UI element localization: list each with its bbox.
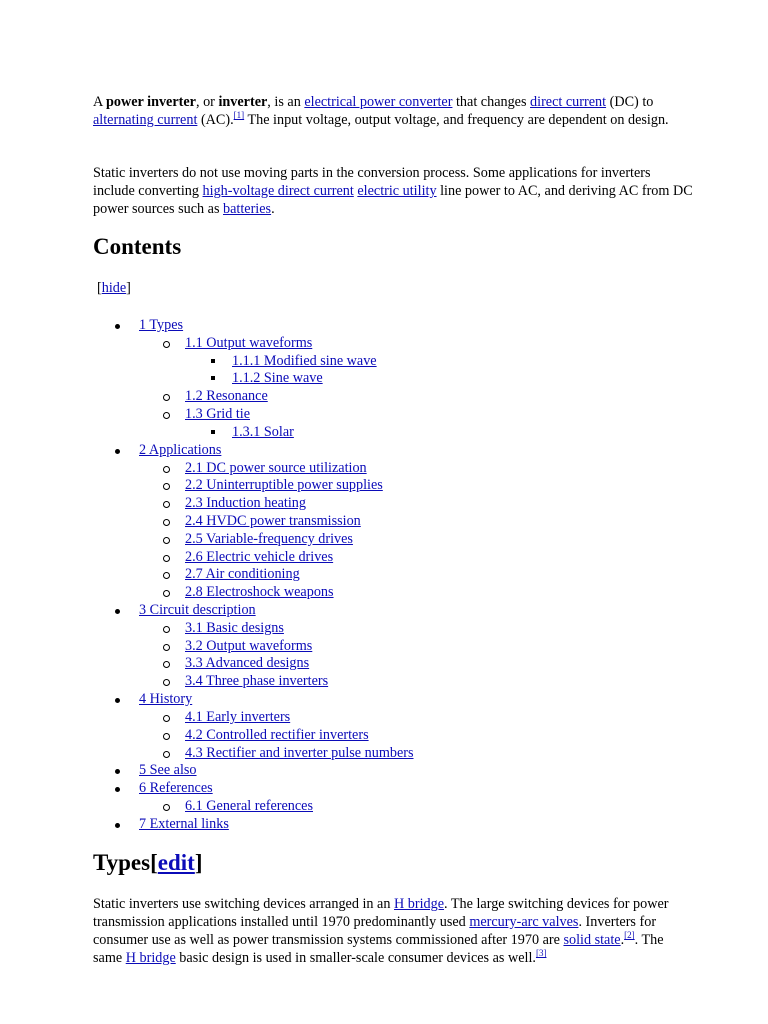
toc-link[interactable]: 3 Circuit description (139, 602, 256, 618)
link-h-bridge-2[interactable]: H bridge (125, 950, 176, 966)
contents-heading: Contents (93, 234, 182, 259)
bullet-square-icon (211, 376, 215, 380)
text-run: A (93, 94, 107, 110)
toc-item (93, 602, 653, 620)
toc-item (93, 477, 653, 495)
text-run: (DC) to (606, 94, 654, 110)
toc-link[interactable]: 1.1.2 Sine wave (232, 370, 323, 387)
reference-2-link[interactable]: [2] (624, 930, 635, 941)
toc-link[interactable]: 1.3 Grid tie (185, 406, 251, 423)
bullet-circle-icon (163, 572, 170, 579)
edit-link[interactable]: edit (157, 850, 195, 875)
bullet-circle-icon (163, 751, 170, 758)
text-run: basic design is used in smaller-scale consumer devices as well. (175, 950, 536, 966)
intro-paragraph (93, 93, 693, 129)
contents-toggle (97, 280, 131, 297)
bold-term: power inverter (106, 94, 196, 110)
link-alternating-current[interactable]: alternating current (93, 112, 198, 128)
toc-item (93, 317, 653, 335)
toc-link[interactable]: 2.6 Electric vehicle drives (185, 548, 334, 565)
bullet-circle-icon (163, 519, 170, 526)
toc-item (93, 816, 653, 834)
toc-link[interactable]: 3.2 Output waveforms (185, 637, 313, 654)
toc-item (93, 780, 653, 798)
bullet-circle-icon (163, 341, 170, 348)
text-run: The input voltage, output voltage, and frequency are dependent on design. (244, 112, 669, 128)
toc-item (93, 424, 653, 442)
bullet-circle-icon (163, 537, 170, 544)
bullet-disc-icon (115, 609, 120, 614)
toc-link[interactable]: 6 References (139, 780, 213, 797)
toc-link[interactable]: 1 Types (139, 317, 184, 333)
toc-item (93, 691, 653, 709)
toc-link[interactable]: 3.3 Advanced designs (185, 655, 310, 672)
toc-item (93, 406, 653, 424)
bullet-disc-icon (115, 449, 120, 454)
toc-item (93, 460, 653, 478)
link-hvdc[interactable]: high-voltage direct current (202, 183, 354, 199)
link-electrical-power-converter[interactable]: electrical power converter (304, 94, 453, 110)
text-run: Static inverters do not use moving parts in the conversion process. Some applications for inverters include converting (93, 165, 651, 199)
toc-link[interactable]: 2.1 DC power source utilization (185, 459, 367, 476)
text-run: Static inverters use switching devices arranged in an (93, 896, 394, 912)
bracket-open: [ (150, 850, 158, 875)
bullet-square-icon (211, 430, 215, 434)
toc-item (93, 388, 653, 406)
hide-link[interactable]: hide (101, 280, 127, 296)
toc-item (93, 531, 653, 549)
link-solid-state[interactable]: solid state (563, 932, 621, 948)
bullet-circle-icon (163, 501, 170, 508)
bullet-circle-icon (163, 679, 170, 686)
static-inverters-paragraph (93, 164, 693, 218)
toc-link[interactable]: 4.2 Controlled rectifier inverters (185, 726, 369, 743)
toc-link[interactable]: 1.3.1 Solar (232, 423, 294, 440)
toc-link[interactable]: 5 See also (139, 762, 197, 779)
toc-item (93, 655, 653, 673)
bullet-circle-icon (163, 804, 170, 811)
toc-item (93, 638, 653, 656)
toc-link[interactable]: 7 External links (139, 815, 229, 832)
toc-item (93, 335, 653, 353)
toc-link[interactable]: 4.3 Rectifier and inverter pulse numbers (185, 744, 414, 761)
bracket-close: ] (194, 850, 203, 875)
text-run: . (620, 932, 625, 948)
text-run: . (271, 201, 275, 217)
text-run: . The same (93, 932, 664, 966)
toc-link[interactable]: 2 Applications (139, 441, 222, 458)
toc-link[interactable]: 2.8 Electroshock weapons (185, 584, 334, 601)
toc-item (93, 745, 653, 763)
toc-link[interactable]: 6.1 General references (185, 797, 313, 814)
types-paragraph (93, 895, 693, 967)
bullet-circle-icon (163, 644, 170, 651)
toc-item (93, 673, 653, 691)
text-run: , is an (267, 94, 305, 110)
text-run: . Inverters for consumer use as well as power transmission systems commissioned after 1970 are (93, 914, 657, 948)
table-of-contents (93, 317, 653, 834)
bullet-circle-icon (163, 394, 170, 401)
link-batteries[interactable]: batteries (223, 201, 272, 217)
text-run: , or (195, 94, 219, 110)
toc-item (93, 584, 653, 602)
toc-link[interactable]: 2.2 Uninterruptible power supplies (185, 477, 383, 494)
toc-item (93, 709, 653, 727)
bullet-circle-icon (163, 626, 170, 633)
bullet-disc-icon (115, 698, 120, 703)
bracket-close: ] (126, 280, 131, 296)
toc-item (93, 353, 653, 371)
text-run: that changes (452, 94, 531, 110)
link-mercury-arc-valves[interactable]: mercury-arc valves (469, 914, 579, 930)
bullet-disc-icon (115, 787, 120, 792)
toc-item (93, 566, 653, 584)
toc-item (93, 549, 653, 567)
toc-link[interactable]: 2.7 Air conditioning (185, 566, 300, 583)
toc-item (93, 798, 653, 816)
bullet-circle-icon (163, 466, 170, 473)
bullet-disc-icon (115, 769, 120, 774)
toc-link[interactable]: 2.5 Variable-frequency drives (185, 530, 353, 547)
link-electric-utility[interactable]: electric utility (357, 183, 437, 199)
toc-item (93, 442, 653, 460)
toc-item (93, 370, 653, 388)
toc-link[interactable]: 1.2 Resonance (185, 388, 268, 405)
bullet-circle-icon (163, 715, 170, 722)
toc-link[interactable]: 4 History (139, 691, 193, 708)
toc-link[interactable]: 3.4 Three phase inverters (185, 673, 329, 690)
bracket-open: [ (97, 280, 102, 296)
bullet-disc-icon (115, 324, 120, 329)
types-heading (93, 850, 203, 876)
bullet-circle-icon (163, 412, 170, 419)
bullet-circle-icon (163, 661, 170, 668)
toc-item (93, 620, 653, 638)
toc-item (93, 762, 653, 780)
reference-1-link[interactable]: [1] (233, 110, 245, 121)
bullet-circle-icon (163, 590, 170, 597)
toc-link[interactable]: 1.1.1 Modified sine wave (232, 352, 377, 369)
toc-item (93, 513, 653, 531)
text-run: . The large switching devices for power transmission applications installed until 1970 predominantly used (93, 896, 669, 930)
toc-link[interactable]: 1.1 Output waveforms (185, 334, 313, 351)
link-h-bridge[interactable]: H bridge (394, 896, 445, 912)
bold-term: inverter (218, 94, 268, 110)
text-run: (AC). (197, 112, 234, 128)
text-run: line power to AC, and deriving AC from DC power sources such as (93, 183, 693, 217)
bullet-circle-icon (163, 483, 170, 490)
toc-link[interactable]: 2.4 HVDC power transmission (185, 512, 361, 529)
toc-link[interactable]: 4.1 Early inverters (185, 708, 291, 725)
bullet-square-icon (211, 359, 215, 363)
bullet-circle-icon (163, 733, 170, 740)
link-direct-current[interactable]: direct current (530, 94, 607, 110)
toc-link[interactable]: 3.1 Basic designs (185, 619, 284, 636)
types-heading-text: Types (93, 850, 151, 875)
toc-link[interactable]: 2.3 Induction heating (185, 495, 306, 512)
reference-3-link[interactable]: [3] (535, 948, 547, 959)
bullet-circle-icon (163, 555, 170, 562)
toc-item (93, 495, 653, 513)
toc-item (93, 727, 653, 745)
bullet-disc-icon (115, 823, 120, 828)
